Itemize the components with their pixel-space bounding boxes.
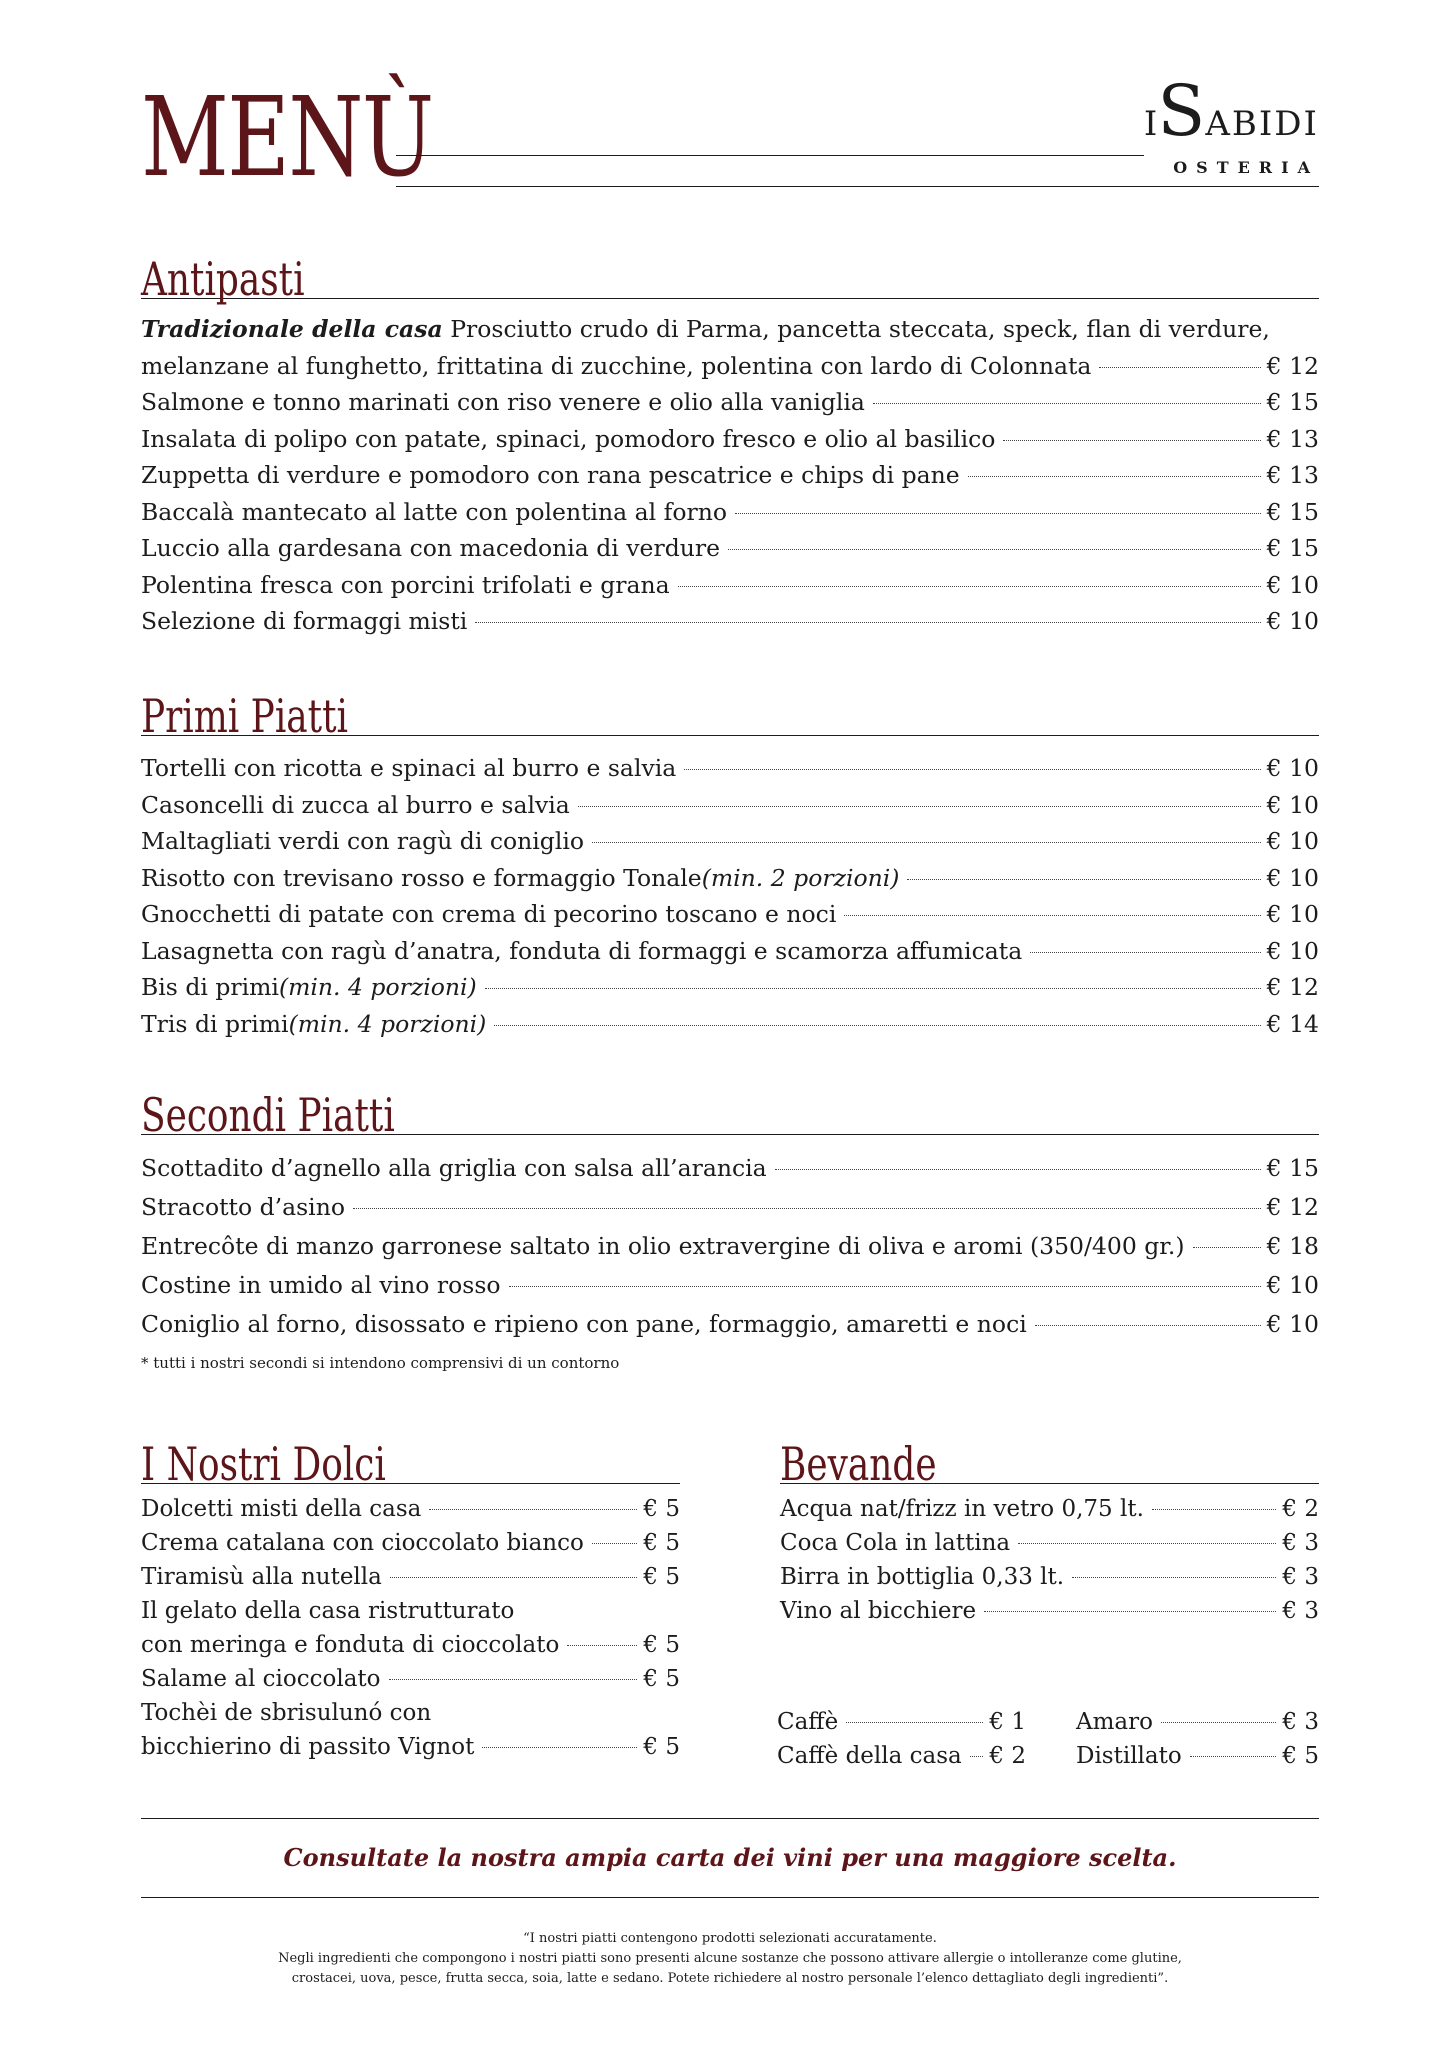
section-title: Antipasti	[141, 252, 305, 306]
item-price: € 10	[1266, 863, 1319, 892]
header-rule-bottom	[396, 186, 1319, 187]
section-secondi	[141, 1082, 1319, 1372]
menu-item	[141, 311, 1319, 348]
item-price: € 3	[1282, 1709, 1319, 1735]
item-name-line: Tochèi de sbrisulunó con	[141, 1700, 432, 1726]
item-price: € 5	[1282, 1743, 1319, 1769]
leader-dots	[1018, 1543, 1276, 1544]
section-primi	[141, 683, 1319, 1042]
item-price: € 15	[1266, 388, 1319, 416]
menu-item	[141, 1149, 1319, 1188]
item-price: € 10	[1266, 1271, 1319, 1299]
item-price: € 15	[1266, 534, 1319, 562]
item-price: € 13	[1266, 461, 1319, 489]
item-price: € 1	[989, 1709, 1026, 1735]
menu-item	[777, 1705, 1026, 1739]
menu-item	[141, 457, 1319, 494]
item-price: € 3	[1282, 1598, 1319, 1624]
menu-item	[141, 603, 1319, 640]
secondi-note: * tutti i nostri secondi si intendono comprensivi di un contorno	[141, 1354, 620, 1372]
menu-item	[1076, 1739, 1319, 1773]
leader-dots	[475, 622, 1260, 623]
leader-dots	[485, 988, 1261, 989]
leader-dots	[509, 1286, 1261, 1287]
menu-item	[141, 1730, 680, 1764]
menu-page	[141, 0, 1319, 2048]
leader-dots	[1193, 1247, 1261, 1248]
section-title: I Nostri Dolci	[141, 1437, 386, 1491]
item-name: Prosciutto crudo di Parma, pancetta steccata, speck, flan di verdure,	[450, 315, 1270, 343]
leader-dots	[1035, 1325, 1261, 1326]
menu-item	[141, 933, 1319, 970]
restaurant-logo	[1143, 70, 1319, 186]
item-note: (min. 4 porzioni)	[288, 1009, 487, 1038]
leader-dots	[984, 1611, 1276, 1612]
menu-item	[141, 1662, 680, 1696]
leader-dots	[844, 915, 1260, 916]
item-name: Salame al cioccolato	[141, 1666, 381, 1692]
allergen-line: crostacei, uova, pesce, frutta secca, soia, latte e sedano. Potete richiedere al nostro personale l’elenco dettagliato degli ingredienti”.	[291, 1971, 1169, 1986]
menu-item	[141, 530, 1319, 567]
menu-item	[141, 969, 1319, 1006]
item-price: € 5	[643, 1632, 680, 1658]
leader-dots	[592, 842, 1261, 843]
item-name: Entrecôte di manzo garronese saltato in olio extravergine di oliva e aromi (350/400 gr.)	[141, 1232, 1185, 1260]
menu-item	[141, 1305, 1319, 1344]
section-title: Bevande	[780, 1437, 937, 1491]
item-name: Salmone e tonno marinati con riso venere e olio alla vaniglia	[141, 388, 865, 416]
item-price: € 3	[1282, 1564, 1319, 1590]
menu-item	[141, 1006, 1319, 1043]
item-price: € 10	[1266, 607, 1319, 635]
item-name: Vino al bicchiere	[780, 1598, 977, 1624]
item-name: Stracotto d’asino	[141, 1193, 345, 1221]
menu-item	[780, 1526, 1319, 1560]
item-highlight: Tradizionale della casa	[141, 315, 443, 343]
leader-dots	[389, 1679, 638, 1680]
menu-item	[1076, 1705, 1319, 1739]
item-price: € 2	[989, 1743, 1026, 1769]
leader-dots	[1161, 1722, 1276, 1723]
item-name: Gnocchetti di patate con crema di pecorino toscano e noci	[141, 900, 837, 928]
item-name: bicchierino di passito Vignot	[141, 1734, 475, 1760]
item-price: € 15	[1266, 497, 1319, 526]
item-name: Costine in umido al vino rosso	[141, 1271, 501, 1299]
item-name: Coniglio al forno, disossato e ripieno con pane, formaggio, amaretti e noci	[141, 1310, 1027, 1338]
item-name: Crema catalana con cioccolato bianco	[141, 1530, 584, 1556]
leader-dots	[1190, 1756, 1277, 1757]
item-price: € 5	[643, 1564, 680, 1590]
leader-dots	[482, 1747, 637, 1748]
logo-name: ISABIDI	[1143, 70, 1319, 152]
item-price: € 12	[1266, 973, 1319, 1001]
item-price: € 10	[1266, 900, 1319, 928]
item-name: Bis di primi	[141, 973, 279, 1001]
leader-dots	[567, 1645, 637, 1646]
menu-item	[777, 1739, 1026, 1773]
item-name: Maltagliati verdi con ragù di coniglio	[141, 827, 585, 855]
item-name: Risotto con trevisano rosso e formaggio Tonale	[141, 863, 702, 892]
bevande-spirits-list	[1076, 1705, 1319, 1773]
menu-item	[141, 1188, 1319, 1227]
item-name-line: Il gelato della casa ristrutturato	[141, 1598, 515, 1624]
logo-subtitle: OSTERIA	[1173, 158, 1319, 177]
menu-item	[141, 384, 1319, 421]
leader-dots	[735, 513, 1261, 514]
divider-top	[141, 1818, 1319, 1819]
allergen-line: Negli ingredienti che compongono i nostri piatti sono presenti alcune sostanze che possono attivare allergie o intolleranze come glutine,	[278, 1951, 1182, 1966]
item-note: (min. 2 porzioni)	[701, 863, 900, 892]
menu-item	[780, 1560, 1319, 1594]
menu-item	[141, 1628, 680, 1662]
leader-dots	[578, 806, 1261, 807]
item-name: Tiramisù alla nutella	[141, 1564, 382, 1590]
menu-item	[141, 750, 1319, 787]
leader-dots	[1030, 952, 1260, 953]
menu-item	[141, 1266, 1319, 1305]
item-price: € 5	[643, 1666, 680, 1692]
item-name: Luccio alla gardesana con macedonia di verdure	[141, 534, 721, 562]
leader-dots	[353, 1208, 1261, 1209]
menu-item	[141, 1492, 680, 1526]
item-name: Tortelli con ricotta e spinaci al burro e salvia	[141, 754, 677, 782]
leader-dots	[390, 1577, 638, 1578]
item-price: € 10	[1266, 754, 1319, 782]
item-name: Baccalà mantecato al latte con polentina al forno	[141, 497, 728, 526]
item-price: € 3	[1282, 1530, 1319, 1556]
menu-item	[141, 1526, 680, 1560]
menu-item	[141, 860, 1319, 897]
item-note: (min. 4 porzioni)	[278, 973, 477, 1001]
item-name: con meringa e fonduta di cioccolato	[141, 1632, 560, 1658]
wine-list-note: Consultate la nostra ampia carta dei vini per una maggiore scelta.	[283, 1843, 1177, 1872]
menu-item	[141, 421, 1319, 458]
menu-item	[141, 567, 1319, 604]
item-price: € 10	[1266, 790, 1319, 819]
leader-dots	[678, 586, 1261, 587]
item-name: Amaro	[1076, 1709, 1153, 1735]
item-price: € 10	[1266, 936, 1319, 965]
leader-dots	[775, 1169, 1261, 1170]
bevande-coffee-list	[777, 1705, 1026, 1773]
item-name: Distillato	[1076, 1743, 1182, 1769]
menu-item	[141, 1560, 680, 1594]
item-price: € 14	[1266, 1009, 1319, 1038]
leader-dots	[1072, 1577, 1276, 1578]
item-name: Casoncelli di zucca al burro e salvia	[141, 790, 570, 819]
section-title: Secondi Piatti	[141, 1088, 395, 1142]
leader-dots	[1003, 440, 1260, 441]
item-name: Dolcetti misti della casa	[141, 1496, 422, 1522]
item-price: € 5	[643, 1734, 680, 1760]
menu-item	[141, 896, 1319, 933]
leader-dots	[494, 1025, 1260, 1026]
leader-dots	[429, 1509, 637, 1510]
item-price: € 5	[643, 1496, 680, 1522]
item-price: € 10	[1266, 1310, 1319, 1338]
section-title: Primi Piatti	[141, 689, 349, 743]
item-name: Lasagnetta con ragù d’anatra, fonduta di formaggi e scamorza affumicata	[141, 936, 1023, 965]
item-price: € 2	[1282, 1496, 1319, 1522]
item-name: Caffè della casa	[777, 1743, 962, 1769]
item-name: Coca Cola in lattina	[780, 1530, 1011, 1556]
item-name: Polentina fresca con porcini trifolati e grana	[141, 570, 670, 599]
section-antipasti	[141, 246, 1319, 640]
leader-dots	[1099, 367, 1260, 368]
menu-item	[141, 1227, 1319, 1266]
allergen-line: “I nostri piatti contengono prodotti selezionati accuratamente.	[523, 1931, 937, 1946]
divider-bottom	[141, 1897, 1319, 1898]
item-price: € 13	[1266, 424, 1319, 453]
leader-dots	[968, 476, 1261, 477]
allergen-notice	[141, 1929, 1319, 1989]
item-price: € 18	[1266, 1232, 1319, 1260]
item-name: Caffè	[777, 1709, 839, 1735]
item-name: Acqua nat/frizz in vetro 0,75 lt.	[780, 1496, 1144, 1522]
item-name: Selezione di formaggi misti	[141, 607, 468, 635]
leader-dots	[873, 403, 1261, 404]
menu-title: MENÙ	[141, 73, 433, 201]
item-name: Zuppetta di verdure e pomodoro con rana pescatrice e chips di pane	[141, 461, 960, 489]
item-price: € 10	[1266, 827, 1319, 855]
item-price: € 12	[1266, 1193, 1319, 1221]
item-price: € 10	[1266, 570, 1319, 599]
menu-item	[141, 348, 1319, 385]
section-dolci	[141, 1431, 680, 1764]
menu-item	[141, 823, 1319, 860]
item-name: Insalata di polipo con patate, spinaci, pomodoro fresco e olio al basilico	[141, 424, 996, 453]
item-name: Birra in bottiglia 0,33 lt.	[780, 1564, 1065, 1590]
menu-item	[780, 1594, 1319, 1628]
leader-dots	[728, 549, 1261, 550]
menu-item	[141, 494, 1319, 531]
item-name: melanzane al funghetto, frittatina di zucchine, polentina con lardo di Colonnata	[141, 351, 1092, 380]
leader-dots	[684, 769, 1260, 770]
leader-dots	[970, 1756, 984, 1757]
item-name: Tris di primi	[141, 1009, 289, 1038]
leader-dots	[907, 879, 1260, 880]
section-bevande	[780, 1431, 1319, 1628]
item-name: Scottadito d’agnello alla griglia con salsa all’arancia	[141, 1154, 767, 1182]
item-price: € 12	[1266, 351, 1319, 380]
leader-dots	[846, 1722, 983, 1723]
leader-dots	[592, 1543, 638, 1544]
item-price: € 15	[1266, 1154, 1319, 1182]
menu-item	[780, 1492, 1319, 1526]
leader-dots	[1152, 1509, 1277, 1510]
menu-item	[141, 787, 1319, 824]
item-price: € 5	[643, 1530, 680, 1556]
